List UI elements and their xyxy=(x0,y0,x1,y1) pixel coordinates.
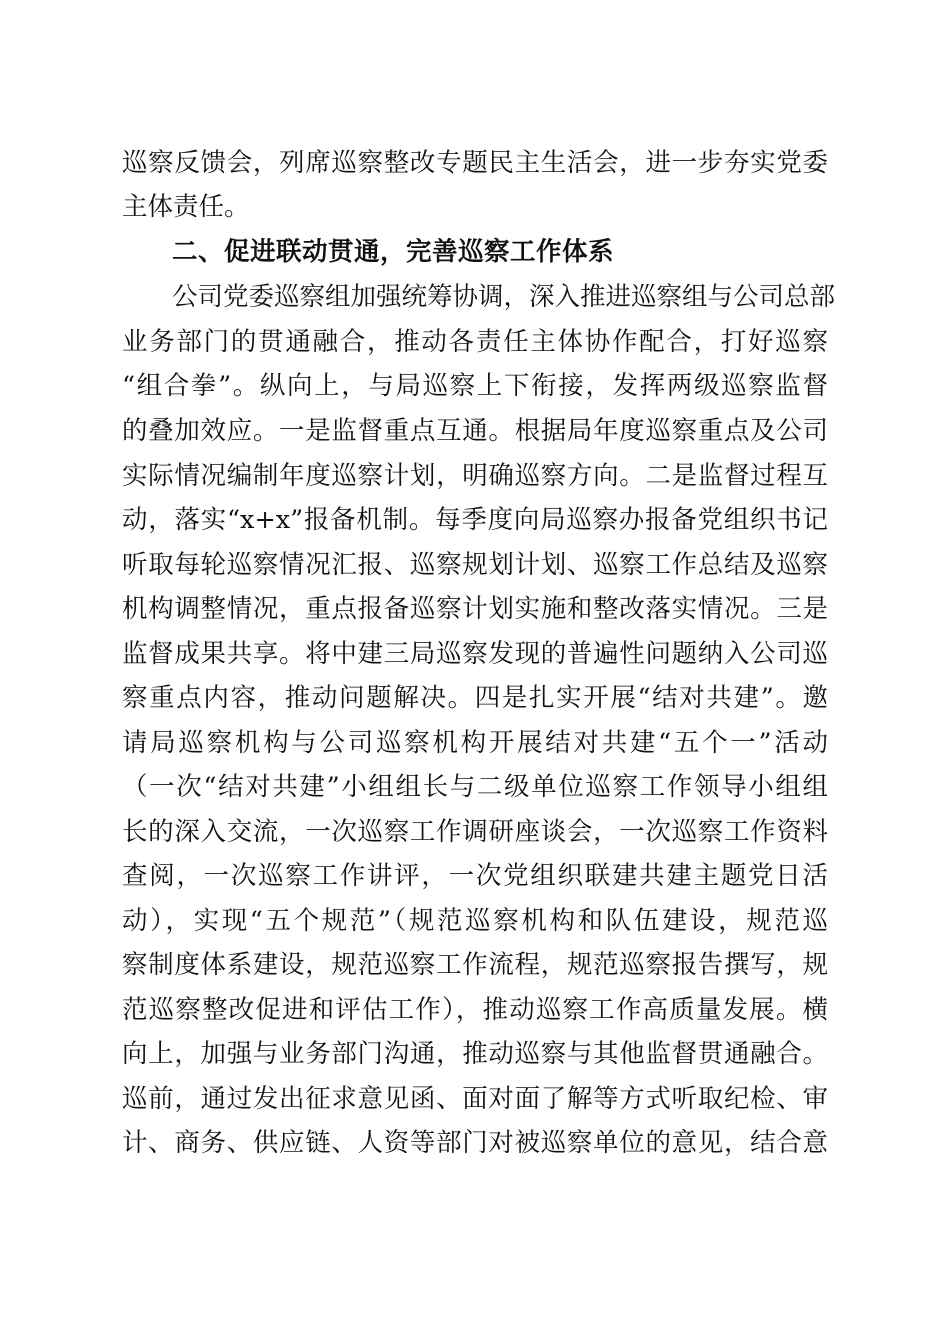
paragraph-line: 计、商务、供应链、人资等部门对被巡察单位的意见，结合意 xyxy=(122,1128,828,1158)
paragraph-line: 主体责任。 xyxy=(122,192,250,222)
paragraph-line: 察重点内容，推动问题解决。四是扎实开展“结对共建”。邀 xyxy=(122,683,828,713)
paragraph-line: 实际情况编制年度巡察计划，明确巡察方向。二是监督过程互 xyxy=(122,461,828,491)
paragraph-line: “组合拳”。纵向上，与局巡察上下衔接，发挥两级巡察监督 xyxy=(122,371,828,401)
paragraph-line: 向上，加强与业务部门沟通，推动巡察与其他监督贯通融合。 xyxy=(122,1039,828,1069)
paragraph-line: 巡前，通过发出征求意见函、面对面了解等方式听取纪检、审 xyxy=(122,1084,828,1114)
paragraph-line: 请局巡察机构与公司巡察机构开展结对共建“五个一”活动 xyxy=(122,728,828,758)
paragraph-line: 的叠加效应。一是监督重点互通。根据局年度巡察重点及公司 xyxy=(122,416,828,446)
paragraph-line: 长的深入交流，一次巡察工作调研座谈会，一次巡察工作资料 xyxy=(122,817,828,847)
paragraph-line: 业务部门的贯通融合，推动各责任主体协作配合，打好巡察 xyxy=(122,327,828,357)
paragraph-line: 听取每轮巡察情况汇报、巡察规划计划、巡察工作总结及巡察 xyxy=(122,550,828,580)
paragraph-line: 动，落实“x+x”报备机制。每季度向局巡察办报备党组织书记 xyxy=(122,505,828,535)
paragraph-line: 巡察反馈会，列席巡察整改专题民主生活会，进一步夯实党委 xyxy=(122,148,828,178)
paragraph-line: 察制度体系建设，规范巡察工作流程，规范巡察报告撰写，规 xyxy=(122,950,828,980)
paragraph-line: 机构调整情况，重点报备巡察计划实施和整改落实情况。三是 xyxy=(122,594,828,624)
paragraph-line: 范巡察整改促进和评估工作），推动巡察工作高质量发展。横 xyxy=(122,995,828,1025)
paragraph-line: 查阅，一次巡察工作讲评，一次党组织联建共建主题党日活 xyxy=(122,861,828,891)
paragraph-line: 公司党委巡察组加强统筹协调，深入推进巡察组与公司总部 xyxy=(172,282,836,312)
paragraph-line: 动），实现“五个规范”（规范巡察机构和队伍建设，规范巡 xyxy=(122,906,828,936)
paragraph-line: 监督成果共享。将中建三局巡察发现的普遍性问题纳入公司巡 xyxy=(122,639,828,669)
paragraph-line: （一次“结对共建”小组组长与二级单位巡察工作领导小组组 xyxy=(122,772,828,802)
section-heading: 二、促进联动贯通，完善巡察工作体系 xyxy=(172,237,615,267)
